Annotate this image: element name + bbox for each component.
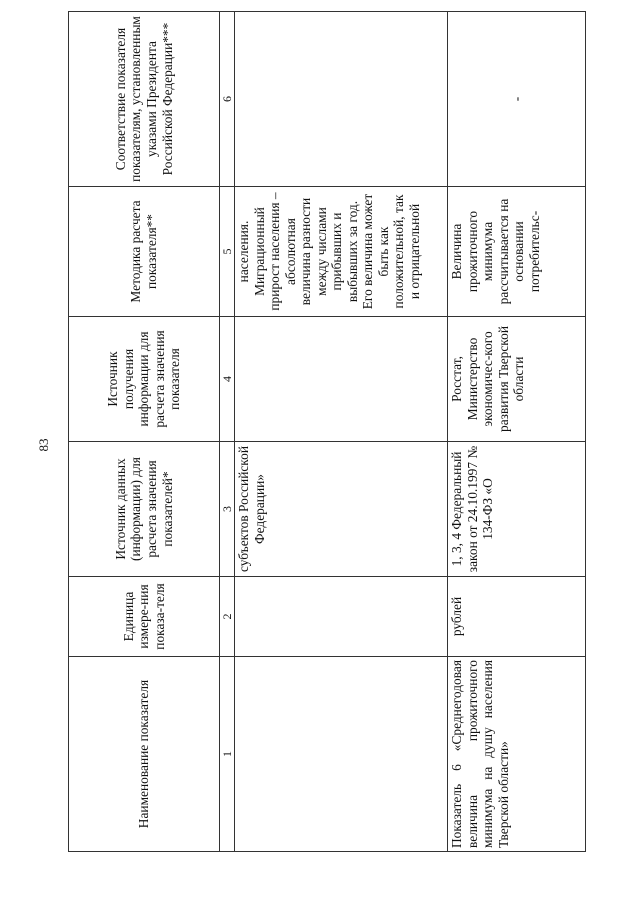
header-compliance: Соответствие показателя показателям, установленным указами Президента Российской Федерации***	[69, 12, 220, 187]
column-number: 1	[220, 657, 235, 852]
column-number: 2	[220, 577, 235, 657]
document-sheet	[68, 12, 583, 852]
data-source-cell: 1, 3, 4 Федеральный закон от 24.10.1997 № 134-ФЗ «О	[448, 442, 586, 577]
column-number: 3	[220, 442, 235, 577]
table-row	[235, 12, 448, 852]
compliance-cell	[235, 12, 448, 187]
compliance-cell: -	[448, 12, 586, 187]
table-row	[448, 12, 586, 852]
column-number: 4	[220, 317, 235, 442]
unit-cell: рублей	[448, 577, 586, 657]
data-source-cell: субъектов Российской Федерации»	[235, 442, 448, 577]
indicator-name-cell: Показатель 6 «Среднегодовая величина прожиточного минимума на душу населения Тверской области»	[448, 657, 586, 852]
info-source-cell	[235, 317, 448, 442]
header-data-source: Источник данных (информации) для расчета значения показателей*	[69, 442, 220, 577]
page-number: 83	[36, 438, 51, 452]
header-indicator-name: Наименование показателя	[69, 657, 220, 852]
column-number: 6	[220, 12, 235, 187]
indicators-table	[68, 11, 586, 852]
method-cell: Величина прожиточного минимума рассчитывается на основании потребительс-	[448, 187, 586, 317]
indicator-name-cell	[235, 657, 448, 852]
method-cell: населения. Миграционный прирост населения – абсолютная величина разности между числами прибывших и выбывших за год. Его величина может быть как положительной, так и отрицательной	[235, 187, 448, 317]
column-number: 5	[220, 187, 235, 317]
info-source-cell: Росстат, Министерство экономичес-кого развития Тверской области	[448, 317, 586, 442]
header-unit: Единица измере-ния показа-теля	[69, 577, 220, 657]
header-method: Методика расчета показателя**	[69, 187, 220, 317]
header-info-source: Источник получения информации для расчета значения показателя	[69, 317, 220, 442]
column-number-row	[220, 12, 235, 852]
unit-cell	[235, 577, 448, 657]
header-row	[69, 12, 220, 852]
